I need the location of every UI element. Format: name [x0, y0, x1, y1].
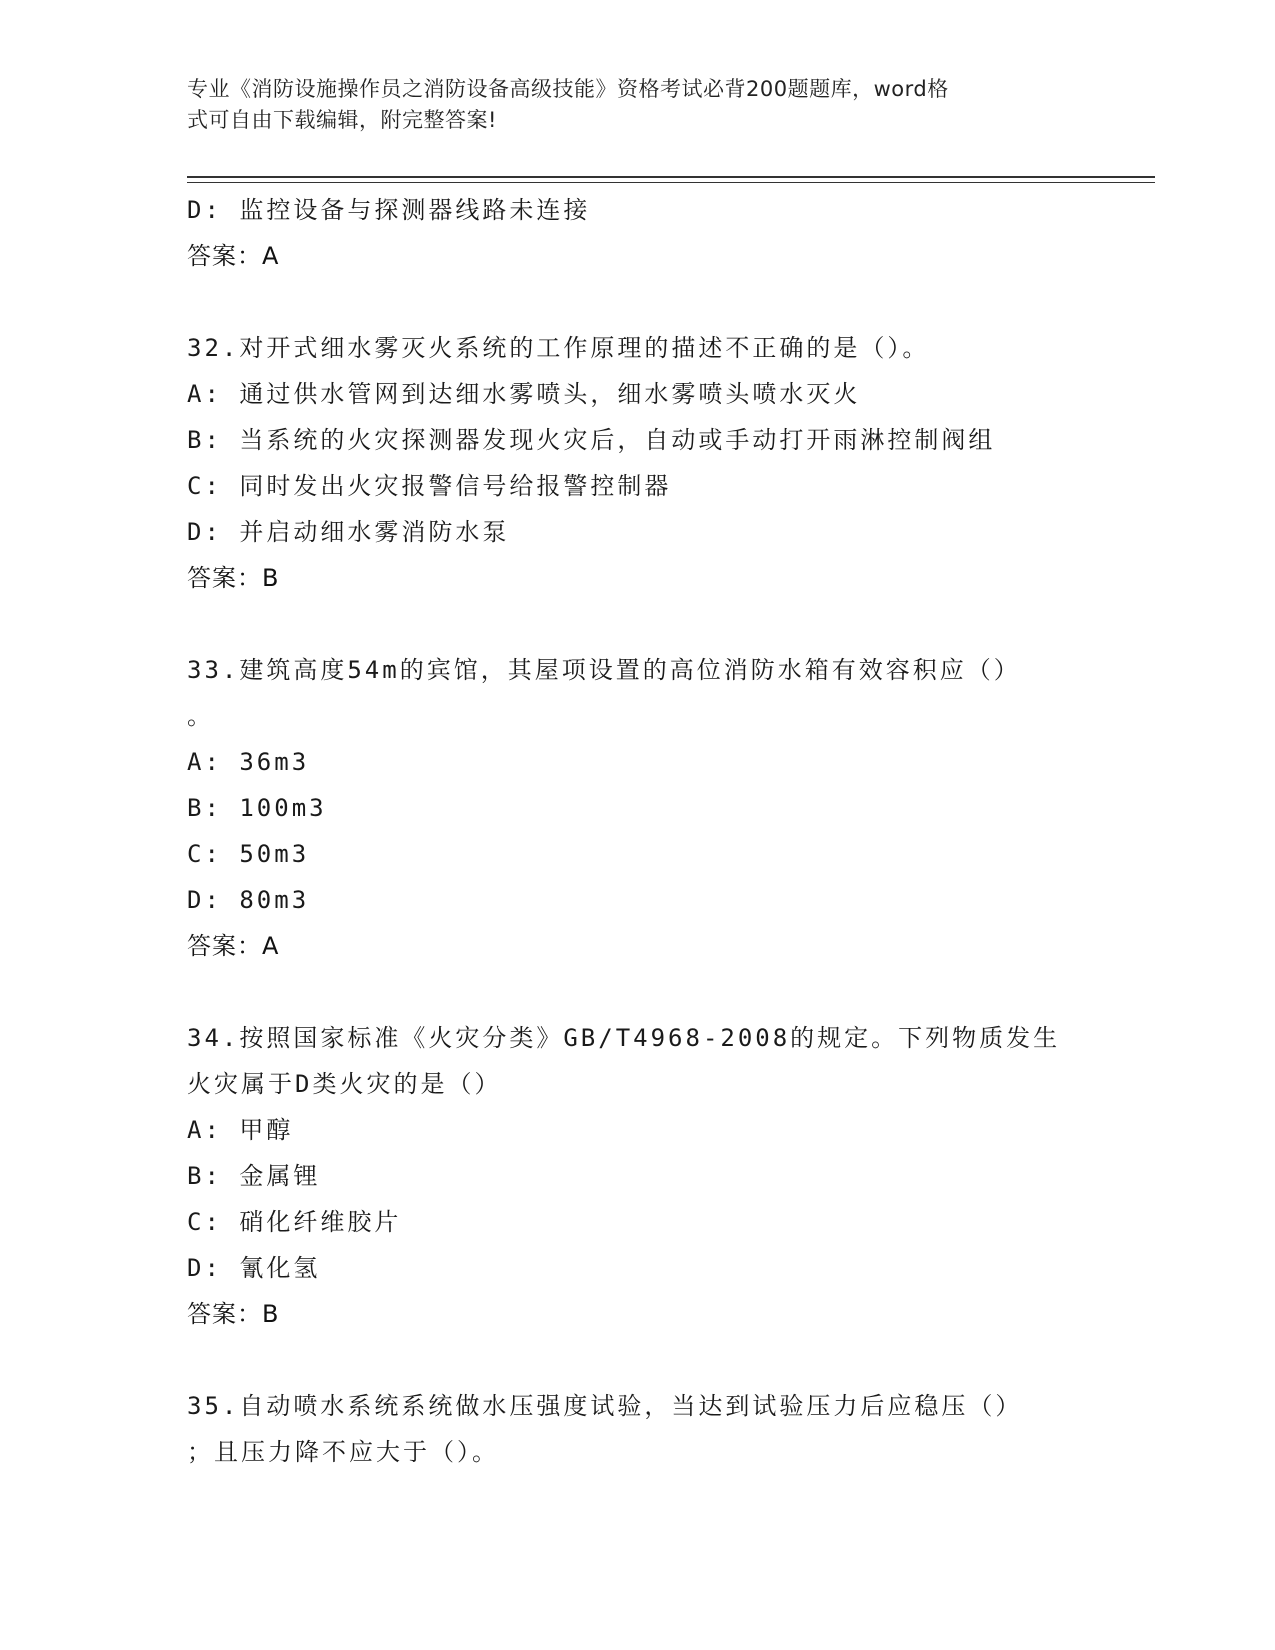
q34-option-d: D: 氰化氢	[187, 1254, 321, 1282]
question-35	[187, 1383, 1067, 1475]
q33-option-b: B: 100m3	[187, 794, 327, 822]
q33-option-a: A: 36m3	[187, 748, 310, 776]
question-list	[187, 187, 1067, 1475]
q34-option-a: A: 甲醇	[187, 1116, 294, 1144]
q32-option-b: B: 当系统的火灾探测器发现火灾后，自动或手动打开雨淋控制阀组	[187, 426, 996, 454]
q33-stem-continuation: 。	[187, 702, 214, 730]
question-32	[187, 325, 1067, 601]
q32-option-c: C: 同时发出火灾报警信号给报警控制器	[187, 472, 672, 500]
document-header-note	[187, 74, 1067, 136]
q33-option-c: C: 50m3	[187, 840, 310, 868]
q32-stem: 32.对开式细水雾灭火系统的工作原理的描述不正确的是（）。	[187, 334, 930, 362]
q32-answer: 答案：B	[187, 564, 280, 592]
header-note-line-2: 式可自由下载编辑，附完整答案!	[187, 108, 497, 132]
header-divider-thin	[187, 182, 1155, 183]
q32-option-d: D: 并启动细水雾消防水泵	[187, 518, 510, 546]
question-34	[187, 1015, 1067, 1337]
q33-answer: 答案：A	[187, 932, 280, 960]
q35-stem: 35.自动喷水系统系统做水压强度试验，当达到试验压力后应稳压（）	[187, 1392, 1023, 1420]
q31-option-d: D: 监控设备与探测器线路未连接	[187, 196, 591, 224]
spacer	[187, 969, 1067, 1015]
question-33	[187, 647, 1067, 969]
spacer	[187, 1337, 1067, 1383]
q31-answer: 答案：A	[187, 242, 280, 270]
q33-stem: 33.建筑高度54m的宾馆，其屋项设置的高位消防水箱有效容积应（）	[187, 656, 1021, 684]
q34-option-c: C: 硝化纤维胶片	[187, 1208, 402, 1236]
spacer	[187, 279, 1067, 325]
header-divider-thick	[187, 176, 1155, 178]
q33-option-d: D: 80m3	[187, 886, 310, 914]
q34-answer: 答案：B	[187, 1300, 280, 1328]
q35-stem-continuation: ；且压力降不应大于（）。	[187, 1438, 499, 1466]
q32-option-a: A: 通过供水管网到达细水雾喷头，细水雾喷头喷水灭火	[187, 380, 861, 408]
q34-stem-continuation: 火灾属于D类火灾的是（）	[187, 1070, 502, 1098]
q34-option-b: B: 金属锂	[187, 1162, 321, 1190]
q34-stem: 34.按照国家标准《火灾分类》GB/T4968-2008的规定。下列物质发生	[187, 1024, 1061, 1052]
spacer	[187, 601, 1067, 647]
header-note-line-1: 专业《消防设施操作员之消防设备高级技能》资格考试必背200题题库，word格	[187, 77, 949, 101]
